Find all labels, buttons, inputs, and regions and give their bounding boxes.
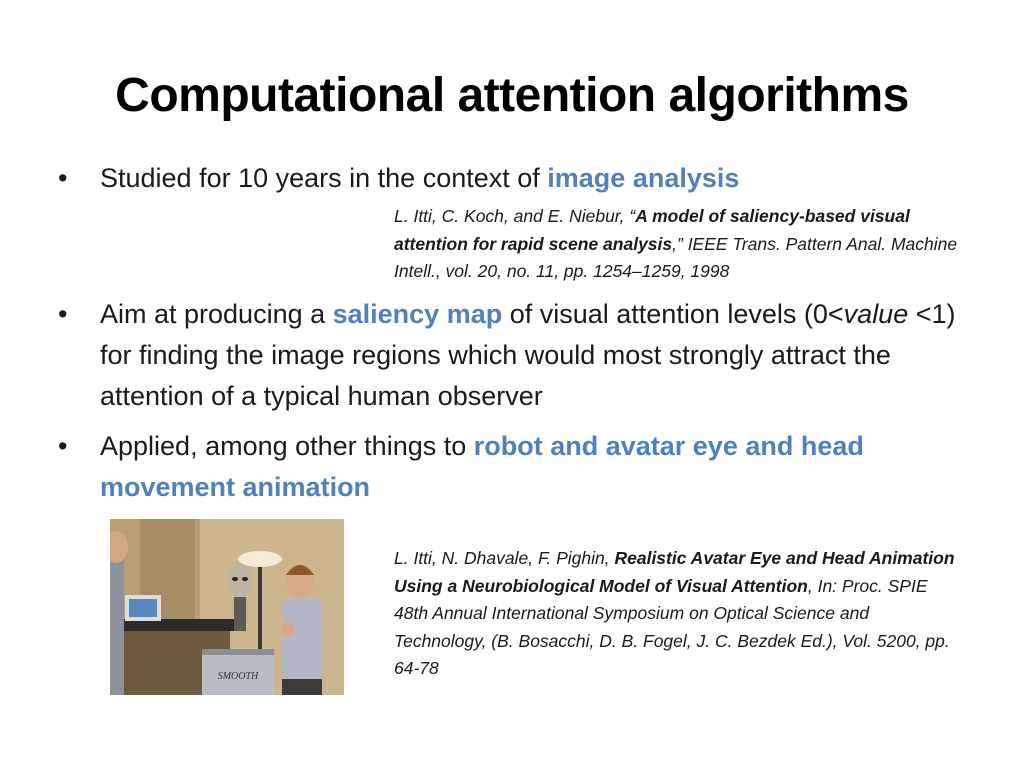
- bullet-text-pre: Studied for 10 years in the context of: [100, 163, 548, 193]
- bullet-glyph: •: [58, 299, 68, 329]
- bullet-text-pre: Applied, among other things to: [100, 431, 474, 461]
- reference-citation: [394, 203, 974, 286]
- reference-authors: L. Itti, N. Dhavale, F. Pighin,: [394, 548, 615, 568]
- reference-title: Realistic Avatar Eye and Head Animation Using a Neurobiological Model of Visual Attention: [394, 548, 955, 596]
- bullet-glyph: •: [58, 431, 68, 461]
- reference-citation: [394, 545, 959, 683]
- robot-base-label: SMOOTH: [217, 671, 259, 682]
- slide-title: Computational attention algorithms: [115, 69, 909, 122]
- bullet-text-post: <1) for finding the image regions which would most strongly attract the attention of a typical human observer: [100, 299, 956, 411]
- bullet-text: [100, 158, 958, 199]
- highlight-term: image analysis: [547, 163, 740, 193]
- bullet-text-mid: of visual attention levels (0<: [502, 299, 844, 329]
- photo-illustration: [110, 519, 344, 695]
- bullet-item: [58, 294, 958, 417]
- bullet-text: [100, 426, 900, 508]
- reference-authors: L. Itti, C. Koch, and E. Niebur, “: [394, 206, 636, 226]
- bullet-text-italic: value: [843, 299, 909, 329]
- bullet-text-pre: Aim at producing a: [100, 299, 333, 329]
- bullet-glyph: •: [58, 163, 68, 193]
- bullet-text: [100, 294, 958, 417]
- reference-title: A model of saliency-based visual attention for rapid scene analysis: [394, 206, 910, 254]
- bullet-item: [58, 426, 958, 508]
- reference-details: ,” IEEE Trans. Pattern Anal. Machine Intell., vol. 20, no. 11, pp. 1254–1259, 1998: [394, 233, 958, 281]
- highlight-term: saliency map: [332, 299, 503, 329]
- bullet-item: [58, 158, 958, 199]
- reference-details: , In: Proc. SPIE 48th Annual International Symposium on Optical Science and Technology, (B. Bosacchi, D. B. Fogel, J. C. Bezdek Ed.), Vol. 5200, pp. 64-78: [394, 575, 950, 678]
- robot-demo-photo: [110, 519, 344, 695]
- highlight-term: robot and avatar eye and head movement animation: [100, 431, 864, 502]
